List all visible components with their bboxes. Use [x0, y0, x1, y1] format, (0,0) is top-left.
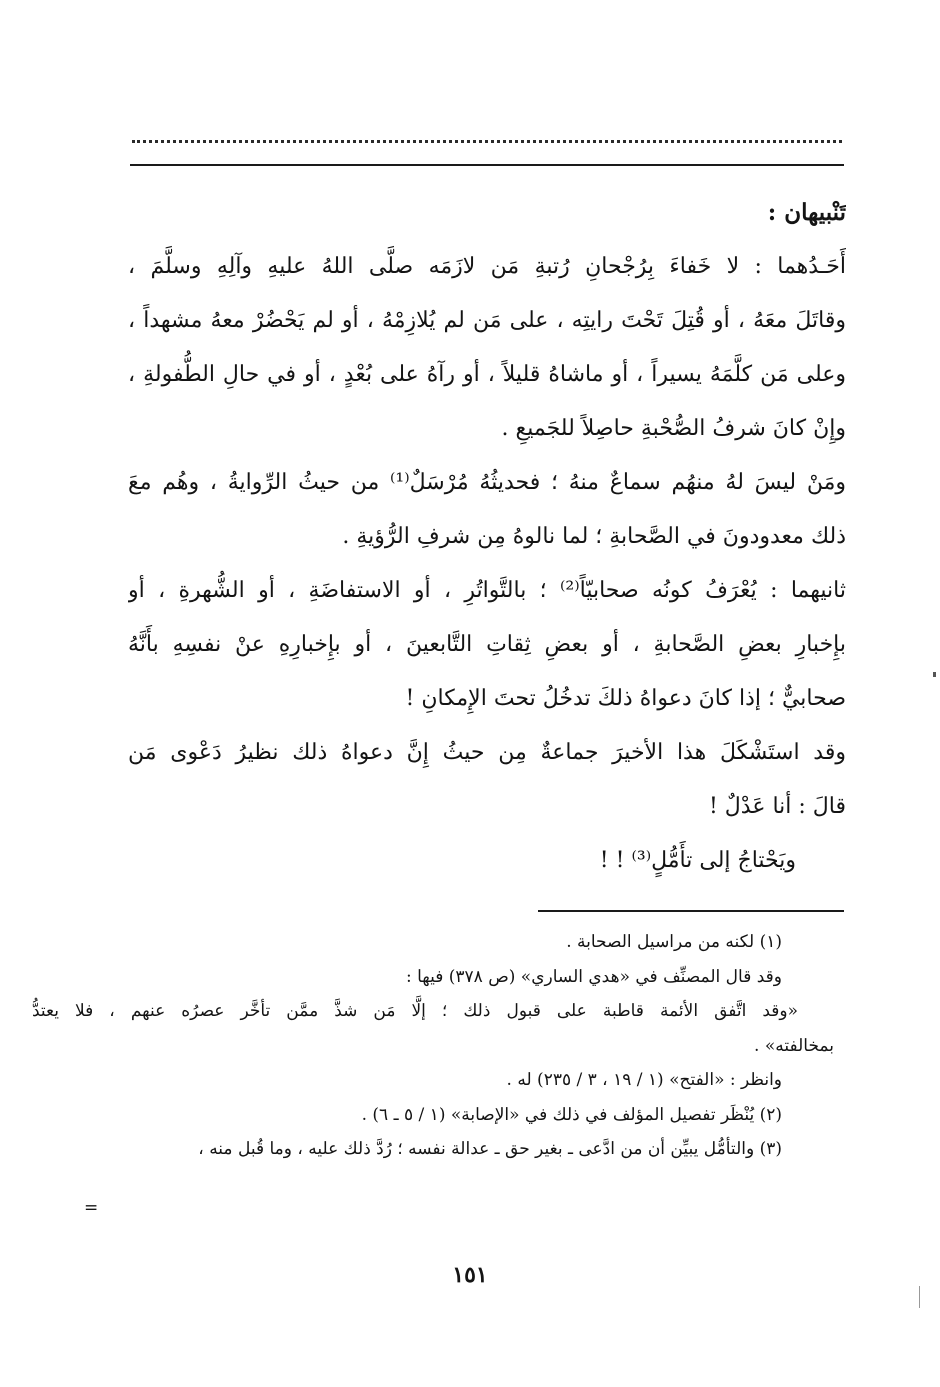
section-heading: تَنْبيهان :: [767, 199, 846, 226]
header-rule: [130, 164, 844, 166]
main-text: [128, 186, 846, 888]
scan-speck: [933, 672, 936, 677]
footnote-quote-line: بمخالفته» .: [754, 1035, 834, 1056]
footnote-line: (١) لكنه من مراسيل الصحابة .: [566, 932, 782, 952]
text-line: وقاتَلَ معَهُ ، أو قُتِلَ تَحْتَ رايتِه ، على مَن لم يُلازِمْهُ ، أو لم يَحْضُرْ معهُ مشهداً ،: [128, 308, 846, 333]
text-line: وعلى مَن كلَّمَهُ يسيراً ، أو ماشاهُ قليلاً ، أو رآهُ على بُعْدٍ ، أو في حالِ الطُّفولةِ ،: [128, 362, 846, 387]
text-line: صحابيٌّ ؛ إذا كانَ دعواهُ ذلكَ تدخُلُ تحتَ الإِمكانِ !: [405, 686, 846, 711]
text-line: ويَحْتاجُ إلى تأَمُّلٍ⁽³⁾ ! !: [599, 848, 796, 873]
footnote-quote-line: «وقد اتَّفق الأئمة قاطبة على قبول ذلك ؛ إلَّا مَن شذَّ ممَّن تأخَّر عصرُه عنهم ، فلا يعتدُّ: [32, 1001, 798, 1021]
header-dotted-rule: [132, 140, 842, 143]
text-line: قالَ : أنا عَدْلٌ !: [708, 794, 846, 819]
text-line: أَحَـدُهما : لا خَفاءَ بِرُجْحانِ رُتبةِ مَن لازَمَه صلَّى اللهُ عليهِ وآلِهِ وسلَّمَ ،: [128, 254, 846, 279]
text-line: وإِنْ كانَ شرفُ الصُّحْبةِ حاصِلاً للجَميعِ .: [501, 416, 846, 441]
text-line: وقد استَشْكَلَ هذا الأخيرَ جماعةٌ مِن حيثُ إِنَّ دعواهُ ذلك نظيرُ دَعْوى مَن: [128, 740, 846, 765]
page-number: ١٥١: [452, 1262, 488, 1288]
text-line: ذلك معدودونَ في الصَّحابةِ ؛ لما نالوهُ مِن شرفِ الرُّؤيةِ .: [342, 524, 846, 549]
text-line: بإِخبارِ بعضِ الصَّحابةِ ، أو بعضِ ثِقاتِ التَّابعينَ ، أو بإِخبارِهِ عنْ نفسِهِ بأَنَّهُ: [128, 632, 846, 657]
footnote-line: وقد قال المصنِّف في «هدي الساري» (ص ٣٧٨) فيها :: [405, 966, 782, 987]
text-line: ثانيهما : يُعْرَفُ كونُه صحابيّاً⁽²⁾ ؛ بالتَّواتُرِ ، أو الاستفاضَةِ ، أو الشُّهرةِ ، أو: [128, 578, 846, 603]
continuation-mark: =: [84, 1198, 99, 1218]
scan-speck: [919, 1286, 920, 1308]
footnote-separator: [538, 910, 844, 912]
footnotes: [32, 925, 834, 1167]
footnote-line: (٢) يُنْظَر تفصيل المؤلف في ذلك في «الإصابة» (١ / ٥ ـ ٦) .: [361, 1104, 782, 1125]
text-line: ومَنْ ليسَ لهُ منهُم سماعٌ منهُ ؛ فحديثُهُ مُرْسَلٌ⁽¹⁾ من حيثُ الرِّوايةُ ، وهُم معَ: [128, 470, 846, 495]
footnote-line: (٣) والتأمُّل يبيِّن أن من ادَّعى ـ بغير حق ـ عدالة نفسه ؛ رُدَّ ذلك عليه ، وما قُبل منه ،: [198, 1139, 782, 1159]
footnote-line: وانظر : «الفتح» (١ / ١٩ ، ٣ / ٢٣٥) له .: [506, 1070, 782, 1090]
